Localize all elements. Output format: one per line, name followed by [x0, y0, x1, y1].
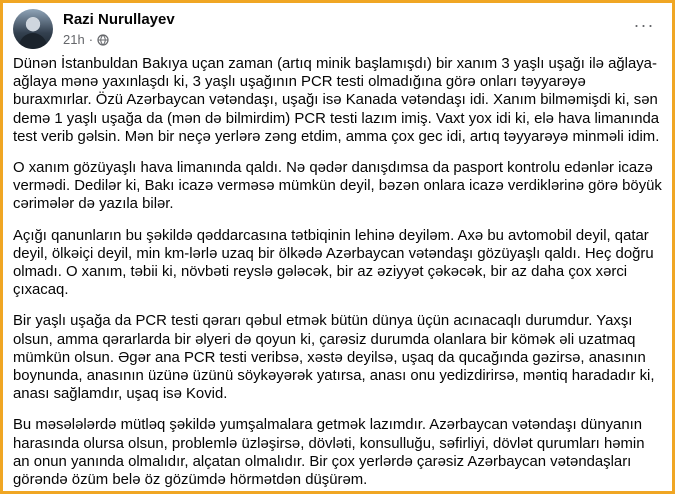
post-timestamp[interactable]: 21h — [63, 32, 85, 47]
author-name[interactable]: Razi Nurullayev — [63, 11, 175, 28]
globe-icon[interactable] — [97, 34, 109, 46]
post-paragraph: Bu məsələlərdə mütləq şəkildə yumşalmalara getmək lazımdır. Azərbaycan vətəndaşı dünyanın harasında olursa olsun, problemlə üzləşirsə, dövləti, konsulluğu, səfirliyi, dövlət qurumları həmin an onun yanında olmalıdır, alçatan olmalıdır. Bir çox yerlərdə çarəsiz Azərbaycan vətəndaşları görəndə özüm belə öz gözümdə hörmətdən düşürəm. — [13, 417, 645, 489]
post-paragraph: Açığı qanunların bu şəkildə qəddarcasına tətbiqinin lehinə deyiləm. Axə bu avtomobil deyil, qatar deyil, ölkəiçi deyil, min km-lərlə uzaq bir ölkədə Azərbaycan vətəndaşı gözüyaşlı qaldı. Heç doğru olmadı. O xanım, təbii ki, növbəti reyslə gələcək, bir az əziyyət çəkəcək, bir az daha çox xərci çıxacaq. — [13, 227, 654, 299]
meta-separator: · — [88, 32, 94, 47]
post-paragraph: Bir yaşlı uşağa da PCR testi qərarı qəbul etmək bütün dünya üçün acınacaqlı durumdur. Yaxşı olsun, amma qərarlarda bir əlyeri də qoyun ki, çarəsiz durumda olanlara bir kömək əli uzatmaq mümkün olsun. Əgər ana PCR testi veribsə, xəstə deyilsə, uşaq da qucağında gəzirsə, anasının boynunda, anasının üzünə üzünü söykəyərək yatırsa, anası onu yedizdirirsə, məntiq haradadır ki, anası sağlamdır, uşaq isə Kovid. — [13, 313, 655, 403]
post-header — [13, 9, 663, 49]
post-paragraph: Dünən İstanbuldan Bakıya uçan zaman (artıq minik başlamışdı) bir xanım 3 yaşlı uşağı ilə ağlaya-ağlaya mənə yaxınlaşdı ki, 3 yaşlı uşağının PCR testi olmadığına görə onları təyyarəyə buraxmırlar. Özü Azərbaycan vətəndaşı, uşağı isə Kanada vətəndaşı idi. Xanım bilməmişdi ki, sən demə 1 yaşlı uşağa da (mən də bilmirdim) PCR testi lazım imiş. Vaxt yox idi ki, elə hava limanında test verib gəlsin. Mən bir neçə yerlərə zəng etdim, amma çox gec idi, artıq təyyarəyə minməli idim. — [13, 56, 660, 145]
author-avatar[interactable] — [13, 9, 53, 49]
more-options-icon[interactable]: ··· — [633, 14, 655, 35]
post-body — [13, 55, 665, 502]
facebook-post — [3, 3, 672, 491]
post-meta — [63, 32, 109, 47]
post-paragraph: O xanım gözüyaşlı hava limanında qaldı. Nə qədər danışdımsa da pasport kontrolu edənlər icazə vermədi. Dedilər ki, Bakı icazə verməsə mümkün deyil, bəzən onlara icazə verdiklərinə görə böyük cərimələr də yazıla bilər. — [13, 160, 662, 213]
